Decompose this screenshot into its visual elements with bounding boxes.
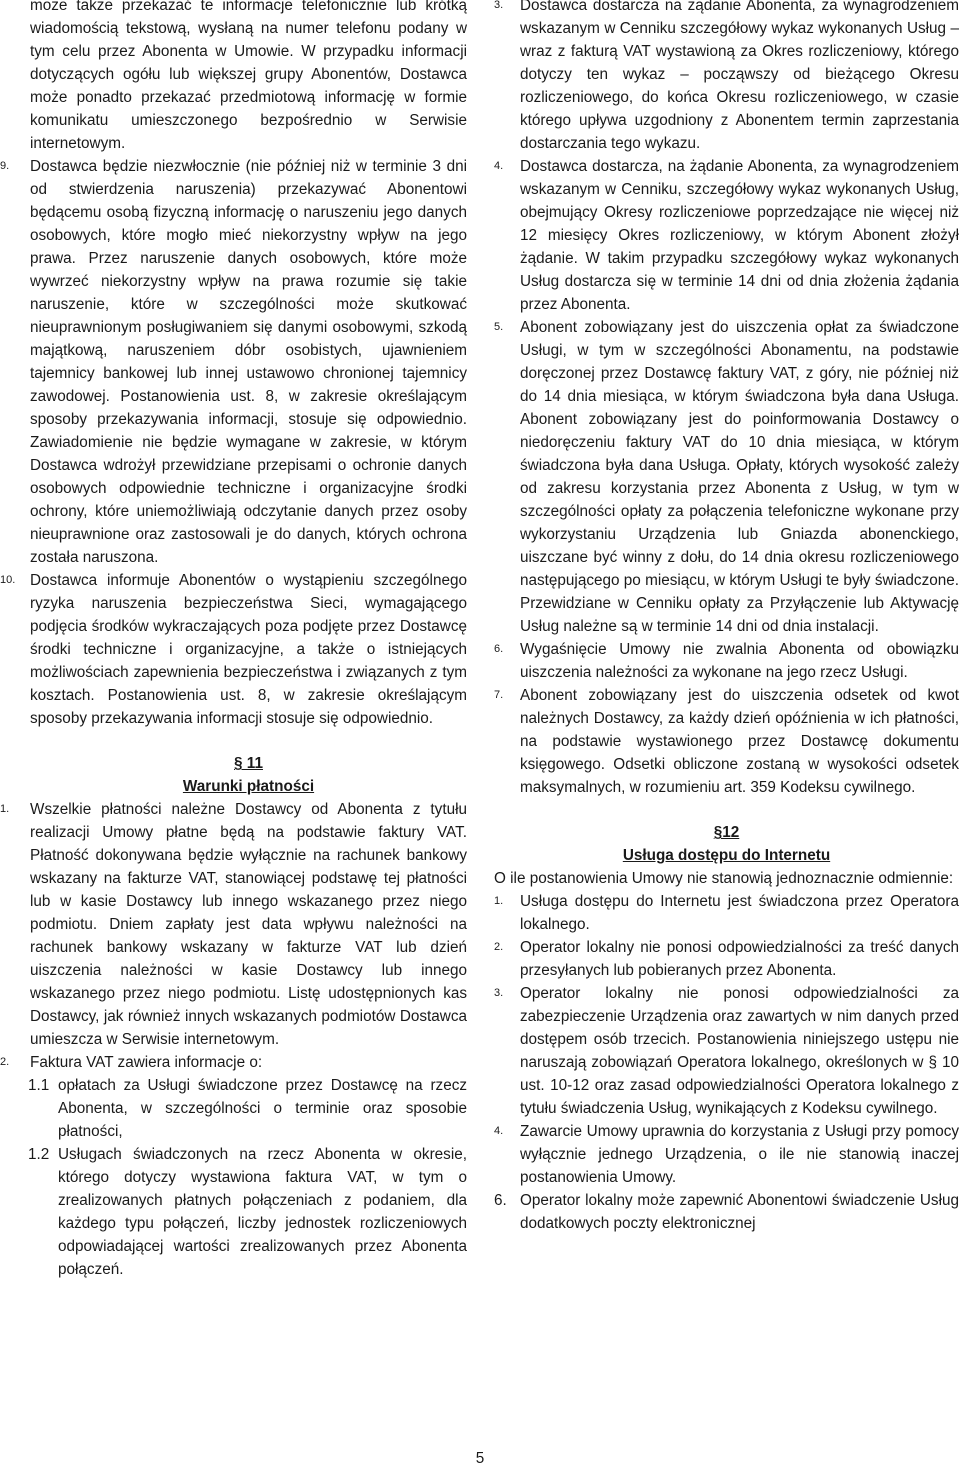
- list-item-7: [494, 684, 959, 799]
- list-item-3: [494, 0, 959, 155]
- item-text: Dostawca informuje Abonentów o wystąpieniu szczególnego ryzyka naruszenia bezpieczeństwa Sieci, wymagającego podjęcia środków wykraczających poza podjęte przez Dostawcę środki techniczne i organizacyjne, a także o istniejących możliwościach zapewnienia bezpieczeństwa i związanych z tym kosztach. Postanowienia ust. 8, w zakresie określającym sposoby przekazywania informacji stosuje się odpowiednio.: [30, 572, 467, 727]
- section-intro: O ile postanowienia Umowy nie stanowią jednoznacznie odmiennie:: [494, 870, 954, 887]
- list-item-1: [494, 890, 959, 936]
- list-item-9: [0, 155, 467, 569]
- item-number: 1.: [494, 895, 504, 907]
- section-title: Usługa dostępu do Internetu: [622, 847, 831, 864]
- item-text: Faktura VAT zawiera informacje o:: [30, 1054, 263, 1071]
- left-column: [0, 0, 467, 1281]
- list-item-3: [494, 982, 959, 1120]
- list-item-6: [494, 638, 959, 684]
- list-item-4: [494, 155, 959, 316]
- item-number: 2.: [0, 1056, 10, 1068]
- list-item-2: [0, 1051, 467, 1074]
- item-number: 5.: [494, 321, 504, 333]
- list-item-5: [494, 316, 959, 638]
- sub-item-text: opłatach za Usługi świadczone przez Dostawcę na rzecz Abonenta, w szczególności o terminie oraz sposobie płatności,: [58, 1077, 467, 1140]
- item-text: Dostawca dostarcza, na żądanie Abonenta, za wynagrodzeniem wskazanym w Cenniku, szczegółowy wykaz wykonanych Usług, obejmujący Okresy rozliczeniowe poprzedzające nie więcej niż 12 miesięcy Okres rozliczeniowy, w którym Abonent złożył żądanie. W takim przypadku szczegółowy wykaz wykonanych Usług dostarcza się w terminie 14 dni od dnia złożenia żądania przez Abonenta.: [520, 158, 959, 313]
- sub-item-1-2: [8, 1143, 467, 1281]
- item-text: Operator lokalny nie ponosi odpowiedzialności za zabezpieczenie Urządzenia oraz zawartych w nim danych przed dostępem osób trzecich. Postanowienia niniejszego ustępu nie naruszają zobowiązań Operatora lokalnego, określonych w § 10 ust. 10-12 oraz zasad odpowiedzialności Operatora lokalnego z tytułu świadczenia Usług, wynikających z Kodeksu cywilnego.: [520, 985, 959, 1117]
- item-number: 9.: [0, 160, 10, 172]
- item-text: Abonent zobowiązany jest do uiszczenia odsetek od kwot należnych Dostawcy, za każdy dzień opóźnienia w ich płatności, na podstawie wystawionego przez Dostawcę dokumentu księgowego. Odsetki obliczone zostaną w wysokości odsetek maksymalnych, w rozumieniu art. 359 Kodeksu cywilnego.: [520, 687, 959, 796]
- item-number: 4.: [494, 1125, 504, 1137]
- item-number: 6.: [494, 643, 504, 655]
- section-title: Warunki płatności: [182, 778, 315, 795]
- item-text: Abonent zobowiązany jest do uiszczenia opłat za świadczone Usługi, w tym w szczególności Abonamentu, na podstawie doręczonej przez Dostawcę faktury VAT, z góry, nie później niż do 14 dnia miesiąca, w którym świadczona była dana Usługa. Abonent zobowiązany jest do poinformowania Dostawcy o niedoręczeniu faktury VAT do 10 dnia miesiąca, w którym świadczona była dana Usługa. Opłaty, których wysokość zależy od zakresu korzystania przez Abonenta z Usług, w tym w szczególności opłaty za połączenia telefoniczne wykonane przy wykorzystaniu Urządzenia lub Gniazda abonenckiego, uiszczane być winny z dołu, do 14 dnia okresu rozliczeniowego następującego po miesiącu, w którym Usługi te były świadczone. Przewidziane w Cenniku opłaty za Przyłączenie lub Aktywację Usług należne są w terminie 14 dni od dnia instalacji.: [520, 319, 959, 635]
- item-number: 3.: [494, 987, 504, 999]
- item-text: Zawarcie Umowy uprawnia do korzystania z Usługi przy pomocy wyłącznie jednego Urządzenia, o ile nie stanowią inaczej postanowienia Umowy.: [520, 1123, 959, 1186]
- item-text: Usługa dostępu do Internetu jest świadczona przez Operatora lokalnego.: [520, 893, 959, 933]
- item-number: 2.: [494, 941, 504, 953]
- item-text: Operator lokalny nie ponosi odpowiedzialności za treść danych przesyłanych lub pobieranych przez Abonenta.: [520, 939, 959, 979]
- list-item-4: [494, 1120, 959, 1189]
- item-text: Wygaśnięcie Umowy nie zwalnia Abonenta od obowiązku uiszczenia należności za wykonane na jego rzecz Usługi.: [520, 641, 959, 681]
- item-number: 3.: [494, 0, 504, 11]
- right-column: [494, 0, 959, 1235]
- list-item-1: [0, 798, 467, 1051]
- page-number: 5: [475, 1450, 485, 1467]
- item-text: Operator lokalny może zapewnić Abonentowi świadczenie Usług dodatkowych poczty elektronicznej: [520, 1192, 959, 1232]
- section-12-heading: [494, 821, 959, 867]
- sub-item-text: Usługach świadczonych na rzecz Abonenta w okresie, którego dotyczy wystawiona faktura VAT, w tym o zrealizowanych płatnych połączeniach z podaniem, dla każdego typu połączeń, liczby jednostek rozliczeniowych odpowiadającej wartości zrealizowanych przez Abonenta połączeń.: [58, 1146, 467, 1278]
- list-item-6: [494, 1189, 959, 1235]
- item-text: Wszelkie płatności należne Dostawcy od Abonenta z tytułu realizacji Umowy płatne będą na podstawie faktury VAT. Płatność dokonywana będzie wyłącznie na rachunek bankowy wskazany na fakturze VAT, stanowiącej podstawę tej płatności lub w kasie Dostawcy lub innego wskazanego przez niego podmiotu. Dniem zapłaty jest data wpływu należności na rachunek bankowy wskazany w fakturze VAT lub dzień uiszczenia należności w kasie Dostawcy lub innego wskazanego przez niego podmiotu. Listę udostępnionych kas Dostawcy, jak również innych wskazanych podmiotów Dostawca umieszcza w Serwisie internetowym.: [30, 801, 467, 1048]
- section-number: §12: [713, 824, 740, 841]
- section-11-heading: [8, 752, 467, 798]
- sub-item-1-1: [8, 1074, 467, 1143]
- item-number: 1.: [0, 803, 10, 815]
- item-number: 10.: [0, 574, 16, 586]
- item-text: Dostawca będzie niezwłocznie (nie później niż w terminie 3 dni od stwierdzenia naruszenia) przekazywać Abonentowi będącemu osobą fizyczną informację o naruszeniu jego danych osobowych, które mogło mieć niekorzystny wpływ na jego prawa. Przez naruszenie danych osobowych, które może wywrzeć niekorzystny wpływ na prawa rozumie się takie naruszenie, które w szczególności może skutkować nieuprawnionym posługiwaniem się danymi osobowymi, szkodą majątkową, naruszeniem dóbr osobistych, ujawnieniem tajemnicy bankowej lub innej ustawowo chronionej tajemnicy zawodowej. Postanowienia ust. 8, w zakresie określającym sposoby przekazywania informacji, stosuje się odpowiednio. Zawiadomienie nie będzie wymagane w zakresie, w którym Dostawca wdrożył przewidziane przepisami o ochronie danych osobowych odpowiednie techniczne i organizacyjne środki ochrony, które uniemożliwiają odczytanie danych przez osoby nieuprawnione oraz zastosowali je do danych, których ochrona została naruszona.: [30, 158, 467, 566]
- list-item-2: [494, 936, 959, 982]
- sub-item-number: 1.1: [28, 1077, 50, 1094]
- item-number: 6.: [494, 1192, 507, 1209]
- list-item-10: [0, 569, 467, 730]
- item-number: 4.: [494, 160, 504, 172]
- item-number: 7.: [494, 689, 504, 701]
- intro-paragraph: może także przekazać te informacje telefonicznie lub krótką wiadomością tekstową, wysłaną na numer telefonu podany w tym celu przez Abonenta w Umowie. W przypadku informacji dotyczących ogółu lub większej grupy Abonentów, Dostawca może ponadto przekazać przedmiotową informację w formie komunikatu umieszczonego bezpośrednio w Serwisie internetowym.: [30, 0, 467, 152]
- item-text: Dostawca dostarcza na żądanie Abonenta, za wynagrodzeniem wskazanym w Cenniku szczegółowy wykaz wykonanych Usług – wraz z fakturą VAT wystawioną za Okres rozliczeniowy, którego dotyczy ten wykaz – począwszy od bieżącego Okresu rozliczeniowego, do końca Okresu rozliczeniowego, w czasie którego upływa uzgodniony z Abonentem termin zaprzestania dostarczania tego wykazu.: [520, 0, 959, 152]
- section-number: § 11: [234, 755, 263, 772]
- sub-item-number: 1.2: [28, 1146, 50, 1163]
